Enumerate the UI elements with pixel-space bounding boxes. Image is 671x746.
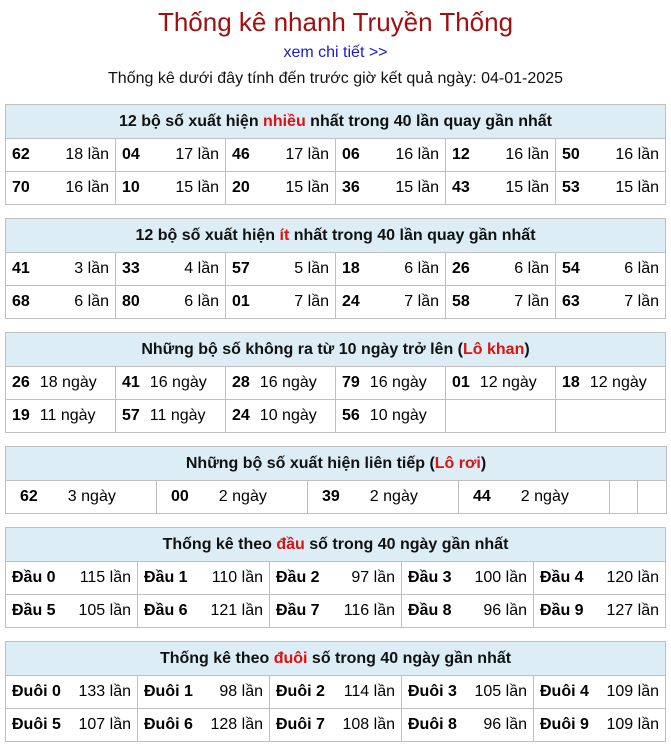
pair-cell [6, 139, 116, 172]
dau-label: Đầu 2 [276, 569, 320, 586]
pair-cell [459, 481, 610, 514]
duoi-cell [534, 709, 666, 742]
pair-cell [446, 253, 556, 286]
least-frequent-table [5, 218, 666, 319]
dau-cell [402, 595, 534, 628]
duoi-count: 114 lần [343, 683, 395, 700]
dau-count: 100 lần [474, 569, 527, 586]
pair-number: 18 [562, 374, 580, 391]
pair-days: 11 ngày [149, 407, 206, 424]
pair-number: 63 [562, 293, 580, 310]
table-row [6, 562, 666, 595]
dau-title: Thống kê theo đầu số trong 40 ngày gần nhất [6, 528, 666, 562]
table-row [6, 709, 666, 742]
pair-cell [336, 172, 446, 205]
dau-count: 116 lần [343, 602, 395, 619]
pair-count: 16 lần [395, 146, 439, 163]
table-row [6, 286, 666, 319]
most-frequent-title: 12 bộ số xuất hiện nhiều nhất trong 40 lần quay gần nhất [6, 105, 666, 139]
pair-number: 41 [12, 260, 30, 277]
table-row [6, 400, 666, 433]
pair-number: 46 [232, 146, 250, 163]
dau-count: 97 lần [351, 569, 395, 586]
pair-count: 15 lần [505, 179, 549, 196]
pair-days: 16 ngày [149, 374, 207, 391]
pair-cell [6, 253, 116, 286]
duoi-cell [270, 709, 402, 742]
dau-cell [270, 562, 402, 595]
pair-number: 57 [122, 407, 140, 424]
dau-label: Đầu 3 [408, 569, 452, 586]
pair-count: 7 lần [404, 293, 439, 310]
lo-khan-table [5, 332, 666, 433]
pair-count: 3 lần [74, 260, 109, 277]
pair-count: 4 lần [184, 260, 219, 277]
duoi-count: 108 lần [342, 716, 395, 733]
empty-cell [638, 481, 667, 514]
duoi-label: Đuôi 5 [12, 716, 61, 733]
pair-number: 53 [562, 179, 580, 196]
duoi-count: 96 lần [483, 716, 527, 733]
duoi-cell [270, 676, 402, 709]
pair-count: 6 lần [74, 293, 109, 310]
dau-label: Đầu 9 [540, 602, 584, 619]
pair-number: 01 [452, 374, 470, 391]
dau-table [5, 527, 666, 628]
pair-days: 2 ngày [520, 488, 569, 505]
pair-cell [336, 400, 446, 433]
duoi-label: Đuôi 0 [12, 683, 61, 700]
duoi-label: Đuôi 2 [276, 683, 325, 700]
duoi-count: 128 lần [210, 716, 263, 733]
pair-number: 68 [12, 293, 30, 310]
duoi-label: Đuôi 3 [408, 683, 457, 700]
pair-number: 18 [342, 260, 360, 277]
duoi-cell [6, 709, 138, 742]
pair-number: 20 [232, 179, 250, 196]
duoi-cell [534, 676, 666, 709]
pair-count: 5 lần [294, 260, 329, 277]
pair-cell [116, 139, 226, 172]
table-row [6, 595, 666, 628]
dau-label: Đầu 4 [540, 569, 584, 586]
dau-cell [534, 595, 666, 628]
pair-cell [157, 481, 308, 514]
pair-cell [308, 481, 459, 514]
pair-cell [556, 139, 666, 172]
pair-days: 18 ngày [39, 374, 97, 391]
pair-count: 17 lần [285, 146, 329, 163]
table-row [6, 367, 666, 400]
pair-cell [116, 253, 226, 286]
pair-days: 10 ngày [369, 407, 427, 424]
dau-label: Đầu 8 [408, 602, 452, 619]
duoi-label: Đuôi 8 [408, 716, 457, 733]
pair-cell [6, 286, 116, 319]
dau-count: 115 lần [79, 569, 131, 586]
pair-cell [116, 286, 226, 319]
pair-count: 15 lần [285, 179, 329, 196]
pair-cell [226, 172, 336, 205]
pair-number: 62 [12, 146, 30, 163]
dau-cell [138, 595, 270, 628]
pair-number: 57 [232, 260, 250, 277]
duoi-count: 109 lần [606, 716, 659, 733]
dau-count: 120 lần [606, 569, 659, 586]
pair-number: 12 [452, 146, 470, 163]
pair-number: 56 [342, 407, 360, 424]
duoi-label: Đuôi 4 [540, 683, 589, 700]
pair-number: 58 [452, 293, 470, 310]
pair-number: 28 [232, 374, 250, 391]
pair-number: 26 [452, 260, 470, 277]
pair-cell [6, 367, 116, 400]
pair-cell [6, 481, 157, 514]
pair-count: 17 lần [175, 146, 219, 163]
pair-number: 24 [232, 407, 250, 424]
pair-number: 26 [12, 374, 30, 391]
pair-number: 19 [12, 407, 30, 424]
pair-cell [446, 139, 556, 172]
pair-count: 15 lần [615, 179, 659, 196]
empty-cell [556, 400, 666, 433]
empty-cell [446, 400, 556, 433]
duoi-count: 109 lần [606, 683, 659, 700]
dau-cell [138, 562, 270, 595]
lo-khan-title: Những bộ số không ra từ 10 ngày trở lên (Lô khan) [6, 333, 666, 367]
most-frequent-table [5, 104, 666, 205]
dau-label: Đầu 0 [12, 569, 56, 586]
pair-cell [446, 286, 556, 319]
pair-cell [556, 253, 666, 286]
dau-cell [534, 562, 666, 595]
pair-days: 16 ngày [369, 374, 427, 391]
pair-number: 44 [473, 488, 491, 505]
pair-cell [336, 286, 446, 319]
dau-count: 121 lần [210, 602, 263, 619]
dau-label: Đầu 7 [276, 602, 320, 619]
duoi-count: 98 lần [219, 683, 263, 700]
pair-number: 62 [20, 488, 38, 505]
dau-count: 105 lần [78, 602, 131, 619]
pair-count: 7 lần [514, 293, 549, 310]
pair-days: 2 ngày [369, 488, 418, 505]
table-row [6, 172, 666, 205]
duoi-label: Đuôi 6 [144, 716, 193, 733]
pair-count: 15 lần [175, 179, 219, 196]
table-row [6, 139, 666, 172]
dau-cell [6, 562, 138, 595]
pair-cell [336, 139, 446, 172]
duoi-count: 105 lần [474, 683, 527, 700]
pair-cell [336, 367, 446, 400]
pair-cell [226, 400, 336, 433]
pair-cell [446, 172, 556, 205]
pair-number: 33 [122, 260, 140, 277]
pair-count: 6 lần [404, 260, 439, 277]
duoi-cell [6, 676, 138, 709]
pair-cell [226, 253, 336, 286]
dau-cell [6, 595, 138, 628]
pair-days: 11 ngày [39, 407, 96, 424]
pair-cell [116, 172, 226, 205]
empty-cell [610, 481, 638, 514]
pair-cell [116, 367, 226, 400]
pair-number: 01 [232, 293, 250, 310]
dau-cell [402, 562, 534, 595]
pair-days: 12 ngày [479, 374, 537, 391]
least-frequent-title: 12 bộ số xuất hiện ít nhất trong 40 lần quay gần nhất [6, 219, 666, 253]
pair-number: 06 [342, 146, 360, 163]
duoi-title: Thống kê theo đuôi số trong 40 ngày gần nhất [6, 642, 666, 676]
pair-count: 6 lần [184, 293, 219, 310]
pair-days: 12 ngày [589, 374, 647, 391]
pair-count: 6 lần [514, 260, 549, 277]
pair-number: 10 [122, 179, 140, 196]
duoi-table [5, 641, 666, 742]
pair-number: 54 [562, 260, 580, 277]
duoi-cell [402, 676, 534, 709]
duoi-count: 133 lần [78, 683, 131, 700]
pair-number: 00 [171, 488, 189, 505]
pair-count: 6 lần [624, 260, 659, 277]
lo-roi-table [5, 446, 667, 514]
pair-number: 70 [12, 179, 30, 196]
pair-cell [556, 367, 666, 400]
pair-days: 2 ngày [218, 488, 267, 505]
table-row [6, 481, 667, 514]
dau-label: Đầu 6 [144, 602, 188, 619]
pair-cell [6, 172, 116, 205]
pair-days: 10 ngày [259, 407, 317, 424]
pair-cell [116, 400, 226, 433]
pair-count: 7 lần [624, 293, 659, 310]
pair-cell [6, 400, 116, 433]
dau-count: 96 lần [483, 602, 527, 619]
pair-days: 16 ngày [259, 374, 317, 391]
duoi-label: Đuôi 9 [540, 716, 589, 733]
dau-label: Đầu 5 [12, 602, 56, 619]
pair-count: 15 lần [395, 179, 439, 196]
pair-number: 36 [342, 179, 360, 196]
table-row [6, 676, 666, 709]
pair-number: 80 [122, 293, 140, 310]
duoi-cell [402, 709, 534, 742]
pair-count: 16 lần [65, 179, 109, 196]
pair-number: 39 [322, 488, 340, 505]
duoi-label: Đuôi 1 [144, 683, 193, 700]
pair-cell [556, 286, 666, 319]
pair-number: 24 [342, 293, 360, 310]
page-subtitle: Thống kê dưới đây tính đến trước giờ kết quả ngày: 04-01-2025 [108, 70, 563, 87]
pair-number: 43 [452, 179, 470, 196]
pair-cell [226, 286, 336, 319]
pair-days: 3 ngày [67, 488, 116, 505]
duoi-cell [138, 709, 270, 742]
pair-cell [556, 172, 666, 205]
dau-cell [270, 595, 402, 628]
duoi-cell [138, 676, 270, 709]
dau-count: 110 lần [211, 569, 263, 586]
pair-count: 16 lần [615, 146, 659, 163]
lo-roi-title: Những bộ số xuất hiện liên tiếp (Lô rơi) [6, 447, 667, 481]
duoi-label: Đuôi 7 [276, 716, 325, 733]
duoi-count: 107 lần [78, 716, 131, 733]
pair-count: 18 lần [65, 146, 109, 163]
pair-count: 7 lần [294, 293, 329, 310]
pair-number: 04 [122, 146, 140, 163]
detail-link[interactable]: xem chi tiết >> [283, 44, 388, 61]
pair-cell [446, 367, 556, 400]
pair-cell [226, 139, 336, 172]
pair-cell [336, 253, 446, 286]
pair-count: 16 lần [505, 146, 549, 163]
pair-number: 50 [562, 146, 580, 163]
pair-number: 41 [122, 374, 140, 391]
pair-number: 79 [342, 374, 360, 391]
dau-count: 127 lần [606, 602, 659, 619]
table-row [6, 253, 666, 286]
page-title: Thống kê nhanh Truyền Thống [157, 7, 514, 37]
pair-cell [226, 367, 336, 400]
dau-label: Đầu 1 [144, 569, 188, 586]
